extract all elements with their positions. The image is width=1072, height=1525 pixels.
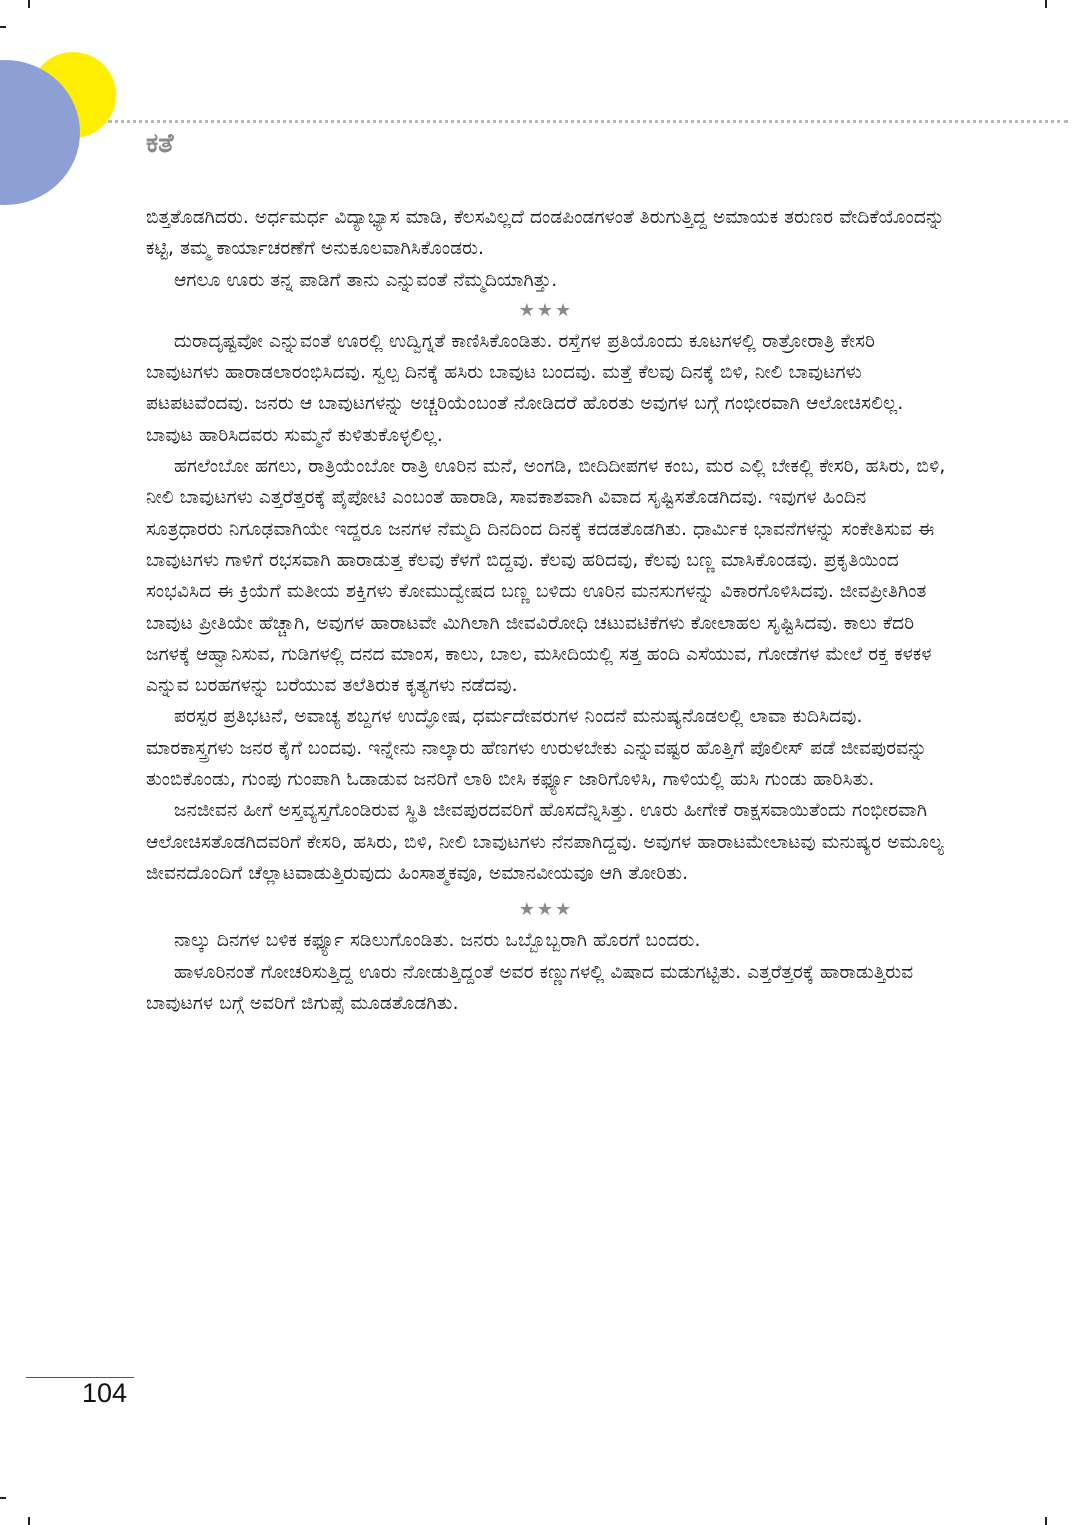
paragraph: ಜನಜೀವನ ಹೀಗೆ ಅಸ್ತವ್ಯಸ್ತಗೊಂಡಿರುವ ಸ್ಥಿತಿ ಜೀವಪುರದವರಿಗೆ ಹೊಸದೆನ್ನಿಸಿತ್ತು. ಊರು ಹೀಗೇಕೆ ರಾಕ್ಷಸವಾಯಿತೆಂದು ಗಂಭೀರವಾಗಿ ಆಲೋಚಿಸತೊಡಗಿದವರಿಗೆ ಕೇಸರಿ, ಹಸಿರು, ಬಿಳಿ, ನೀಲಿ ಬಾವುಟಗಳು ನೆನಪಾಗಿದ್ದವು. ಅವುಗಳ ಹಾರಾಟಮೇಲಾಟವು ಮನುಷ್ಯರ ಅಮೂಲ್ಯ ಜೀವನದೊಂದಿಗೆ ಚೆಲ್ಲಾಟವಾಡುತ್ತಿರುವುದು ಹಿಂಸಾತ್ಮಕವೂ, ಅಮಾನವೀಯವೂ ಆಗಿ ತೋರಿತು. (146, 800, 944, 884)
crop-mark-top-left (28, 0, 30, 8)
paragraph: ಹಗಲೆಂಬೋ ಹಗಲು, ರಾತ್ರಿಯೆಂಬೋ ರಾತ್ರಿ ಊರಿನ ಮನೆ, ಅಂಗಡಿ, ಬೀದಿದೀಪಗಳ ಕಂಬ, ಮರ ಎಲ್ಲಿ ಬೇಕಲ್ಲಿ ಕೇಸರಿ, ಹಸಿರು, ಬಿಳಿ, ನೀಲಿ ಬಾವುಟಗಳು ಎತ್ತರೆತ್ತರಕ್ಕೆ ಪೈಪೋಟಿ ಎಂಬಂತೆ ಹಾರಾಡಿ, ಸಾವಕಾಶವಾಗಿ ವಿವಾದ ಸೃಷ್ಟಿಸತೊಡಗಿದವು. ಇವುಗಳ ಹಿಂದಿನ ಸೂತ್ರಧಾರರು ನಿಗೂಢವಾಗಿಯೇ ಇದ್ದರೂ ಜನಗಳ ನೆಮ್ಮದಿ ದಿನದಿಂದ ದಿನಕ್ಕೆ ಕದಡತೊಡಗಿತು. ಧಾರ್ಮಿಕ ಭಾವನೆಗಳನ್ನು ಸಂಕೇತಿಸುವ ಈ ಬಾವುಟಗಳು ಗಾಳಿಗೆ ರಭಸವಾಗಿ ಹಾರಾಡುತ್ತ ಕೆಲವು ಕೆಳಗೆ ಬಿದ್ದವು. ಕೆಲವು ಹರಿದವು, ಕೆಲವು ಬಣ್ಣ ಮಾಸಿಕೊಂಡವು. ಪ್ರಕೃತಿಯಿಂದ ಸಂಭವಿಸಿದ ಈ ಕ್ರಿಯೆಗೆ ಮತೀಯ ಶಕ್ತಿಗಳು ಕೋಮುದ್ವೇಷದ ಬಣ್ಣ ಬಳಿದು ಊರಿನ ಮನಸುಗಳನ್ನು ವಿಕಾರಗೊಳಿಸಿದವು. ಜೀವಪ್ರೀತಿಗಿಂತ ಬಾವುಟ ಪ್ರೀತಿಯೇ ಹೆಚ್ಚಾಗಿ, ಅವುಗಳ ಹಾರಾಟವೇ ಮಿಗಿಲಾಗಿ ಜೀವವಿರೋಧಿ ಚಟುವಟಿಕೆಗಳು ಕೋಲಾಹಲ ಸೃಷ್ಟಿಸಿದವು. ಕಾಲು ಕೆದರಿ ಜಗಳಕ್ಕೆ ಆಹ್ವಾನಿಸುವ, ಗುಡಿಗಳಲ್ಲಿ ದನದ ಮಾಂಸ, ಕಾಲು, ಬಾಲ, ಮಸೀದಿಯಲ್ಲಿ ಸತ್ತ ಹಂದಿ ಎಸೆಯುವ, ಗೋಡೆಗಳ ಮೇಲೆ ರಕ್ತ ಕಳಕಳ ಎನ್ನುವ ಬರಹಗಳನ್ನು ಬರೆಯುವ ತಲೆತಿರುಕ ಕೃತ್ಯಗಳು ನಡೆದವು. (146, 456, 946, 697)
paragraph: ಹಾಳೂರಿನಂತೆ ಗೋಚರಿಸುತ್ತಿದ್ದ ಊರು ನೋಡುತ್ತಿದ್ದಂತೆ ಅವರ ಕಣ್ಣುಗಳಲ್ಲಿ ವಿಷಾದ ಮಡುಗಟ್ಟಿತು. ಎತ್ತರೆತ್ತರಕ್ಕೆ ಹಾರಾಡುತ್ತಿರುವ ಬಾವುಟಗಳ ಬಗ್ಗೆ ಅವರಿಗೆ ಜಿಗುಪ್ಸೆ ಮೂಡತೊಡಗಿತು. (146, 961, 914, 1014)
section-separator: ★★★ (518, 899, 574, 921)
header-dotted-rule (108, 120, 1068, 123)
paragraph: ಪರಸ್ಪರ ಪ್ರತಿಭಟನೆ, ಅವಾಚ್ಯ ಶಬ್ದಗಳ ಉದ್ಘೋಷ, ಧರ್ಮದೇವರುಗಳ ನಿಂದನೆ ಮನುಷ್ಯನೊಡಲಲ್ಲಿ ಲಾವಾ ಕುದಿಸಿದವು. ಮಾರಕಾಸ್ತ್ರಗಳು ಜನರ ಕೈಗೆ ಬಂದವು. ಇನ್ನೇನು ನಾಲ್ಕಾರು ಹೆಣಗಳು ಉರುಳಬೇಕು ಎನ್ನುವಷ್ಟರ ಹೊತ್ತಿಗೆ ಪೊಲೀಸ್ ಪಡೆ ಜೀವಪುರವನ್ನು ತುಂಬಿಕೊಂಡು, ಗುಂಪು ಗುಂಪಾಗಿ ಓಡಾಡುವ ಜನರಿಗೆ ಲಾಠಿ ಬೀಸಿ ಕರ್ಫ್ಯೂ ಜಾರಿಗೊಳಿಸಿ, ಗಾಳಿಯಲ್ಲಿ ಹುಸಿ ಗುಂಡು ಹಾರಿಸಿತು. (146, 706, 928, 791)
section-label: ಕತೆ (146, 128, 174, 159)
paragraph: ಬಿತ್ತತೊಡಗಿದರು. ಅರ್ಧಮರ್ಧ ವಿದ್ಯಾಭ್ಯಾಸ ಮಾಡಿ, ಕೆಲಸವಿಲ್ಲದೆ ದಂಡಪಿಂಡಗಳಂತೆ ತಿರುಗುತ್ತಿದ್ದ ಅಮಾಯಕ ತರುಣರ ವೇದಿಕೆಯೊಂದನ್ನು ಕಟ್ಟಿ, ತಮ್ಮ ಕಾರ್ಯಾಚರಣೆಗೆ ಅನುಕೂಲವಾಗಿಸಿಕೊಂಡರು. (146, 207, 945, 260)
story-body (146, 202, 946, 1019)
page-number: 104 (82, 1378, 128, 1408)
crop-mark-top-right (1045, 0, 1047, 8)
paragraph: ನಾಲ್ಕು ದಿನಗಳ ಬಳಿಕ ಕರ್ಫ್ಯೂ ಸಡಿಲುಗೊಂಡಿತು. ಜನರು ಒಬ್ಬೊಬ್ಬರಾಗಿ ಹೊರಗೆ ಬಂದರು. (174, 930, 701, 952)
paragraph: ದುರಾದೃಷ್ಟವೋ ಎನ್ನುವಂತೆ ಊರಲ್ಲಿ ಉದ್ವಿಗ್ನತೆ ಕಾಣಿಸಿಕೊಂಡಿತು. ರಸ್ತೆಗಳ ಪ್ರತಿಯೊಂದು ಕೂಟಗಳಲ್ಲಿ ರಾತ್ರೋರಾತ್ರಿ ಕೇಸರಿ ಬಾವುಟಗಳು ಹಾರಾಡಲಾರಂಭಿಸಿದವು. ಸ್ವಲ್ಪ ದಿನಕ್ಕೆ ಹಸಿರು ಬಾವುಟ ಬಂದವು. ಮತ್ತೆ ಕೆಲವು ದಿನಕ್ಕೆ ಬಿಳಿ, ನೀಲಿ ಬಾವುಟಗಳು ಪಟಪಟವೆಂದವು. ಜನರು ಆ ಬಾವುಟಗಳನ್ನು ಅಚ್ಚರಿಯೆಂಬಂತೆ ನೋಡಿದರೆ ಹೊರತು ಅವುಗಳ ಬಗ್ಗೆ ಗಂಭೀರವಾಗಿ ಆಲೋಚಿಸಲಿಲ್ಲ. ಬಾವುಟ ಹಾರಿಸಿದವರು ಸುಮ್ಮನೆ ಕುಳಿತುಕೊಳ್ಳಲಿಲ್ಲ. (146, 330, 904, 446)
crop-mark-bottom-left (28, 1517, 30, 1525)
paragraph: ಆಗಲೂ ಊರು ತನ್ನ ಪಾಡಿಗೆ ತಾನು ಎನ್ನುವಂತೆ ನೆಮ್ಮದಿಯಾಗಿತ್ತು. (174, 269, 558, 291)
section-separator: ★★★ (518, 299, 574, 321)
crop-mark-bottom-right (1045, 1517, 1047, 1525)
crop-mark-left-top (0, 26, 6, 28)
crop-mark-left-bottom (0, 1497, 6, 1499)
